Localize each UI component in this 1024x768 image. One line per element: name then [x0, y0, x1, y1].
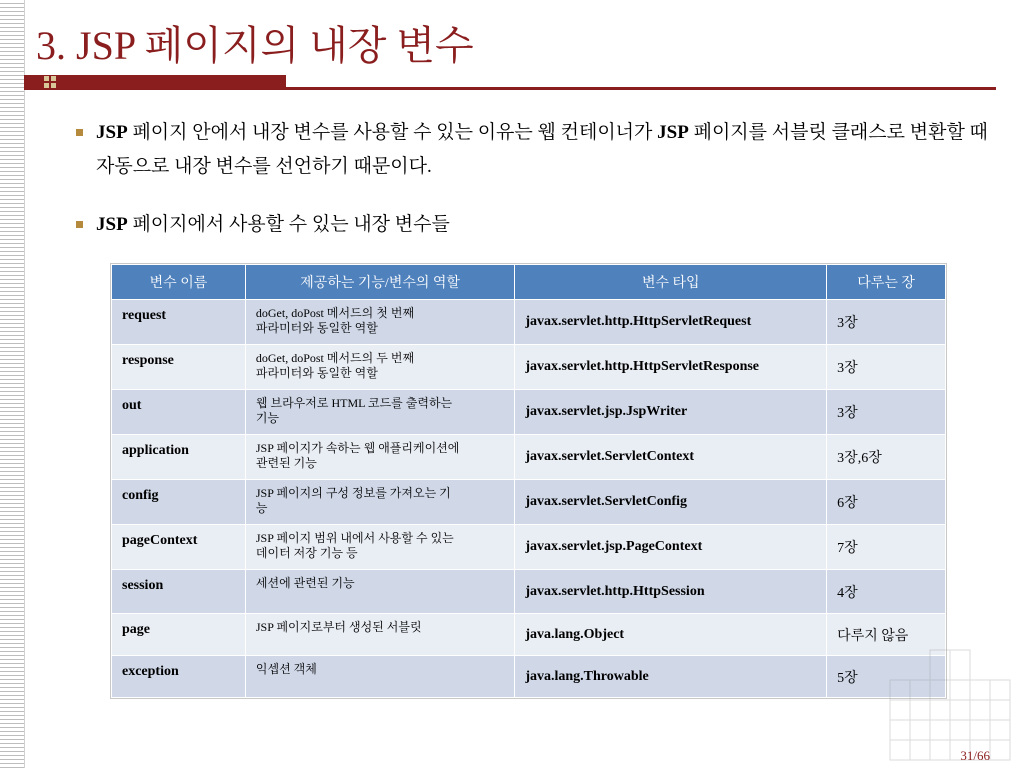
header-role: 제공하는 기능/변수의 역할 [245, 265, 514, 300]
role-line: 세션에 관련된 기능 [255, 576, 355, 590]
cell-role [245, 390, 514, 435]
role-line: 데이터 저장 기능 등 [255, 546, 358, 560]
cell-variable-name: application [112, 435, 246, 480]
title-decoration-icon [44, 76, 56, 88]
bullet-text-run: 페이지 안에서 내장 변수를 사용할 수 있는 이유는 웹 컨테이너가 [127, 122, 658, 143]
cell-type: javax.servlet.jsp.PageContext [515, 525, 827, 570]
table-row [112, 435, 946, 480]
header-chapter: 다루는 장 [827, 265, 946, 300]
cell-type: javax.servlet.ServletConfig [515, 480, 827, 525]
role-line: 관련된 기능 [255, 456, 317, 470]
table-row [112, 390, 946, 435]
bullet-text-run: 페이지를 서블릿 클래스로 변환할 때 자동으로 내장 변수를 선언하기 때문이다. [96, 122, 988, 177]
cell-variable-name: request [112, 300, 246, 345]
cell-type: java.lang.Throwable [515, 656, 827, 698]
table-row [112, 570, 946, 614]
title-rule-thick [24, 75, 286, 90]
table-row [112, 345, 946, 390]
bullet-bold-run: JSP [96, 122, 128, 143]
cell-role [245, 345, 514, 390]
cell-chapter: 3장 [827, 300, 946, 345]
cell-role [245, 435, 514, 480]
role-line: 웹 브라우저로 HTML 코드를 출력하는 [255, 396, 453, 410]
role-line: 파라미터와 동일한 역할 [255, 321, 378, 335]
cell-chapter: 3장 [827, 390, 946, 435]
cell-role [245, 525, 514, 570]
cell-chapter: 다루지 않음 [827, 614, 946, 656]
cell-role [245, 480, 514, 525]
role-line: 익셉션 객체 [255, 662, 317, 676]
cell-type: javax.servlet.http.HttpServletResponse [515, 345, 827, 390]
bullet-item-1 [78, 116, 988, 184]
bullet-bold-run: JSP [96, 214, 128, 235]
bullet-text [96, 208, 988, 242]
bullet-item-2 [78, 208, 988, 242]
left-checker-border [0, 0, 25, 768]
role-line: 기능 [255, 411, 280, 425]
role-line: JSP 페이지로부터 생성된 서블릿 [255, 620, 422, 634]
header-type: 변수 타입 [515, 265, 827, 300]
role-line: doGet, doPost 메서드의 두 번째 [255, 351, 415, 365]
cell-chapter: 4장 [827, 570, 946, 614]
table-header-row [112, 265, 946, 300]
cell-chapter: 3장 [827, 345, 946, 390]
cell-variable-name: config [112, 480, 246, 525]
page-number: 31/66 [960, 748, 990, 763]
table-row [112, 480, 946, 525]
role-line: 파라미터와 동일한 역할 [255, 366, 378, 380]
cell-type: javax.servlet.ServletContext [515, 435, 827, 480]
cell-role [245, 614, 514, 656]
role-line: JSP 페이지의 구성 정보를 가져오는 기 [255, 486, 451, 500]
cell-variable-name: page [112, 614, 246, 656]
building-watermark [880, 640, 1024, 768]
bullet-text [96, 116, 988, 184]
cell-type: javax.servlet.http.HttpSession [515, 570, 827, 614]
bullet-marker-icon [76, 221, 83, 228]
table-row [112, 614, 946, 656]
bullet-text-run: 페이지에서 사용할 수 있는 내장 변수들 [127, 214, 450, 235]
bullet-marker-icon [76, 129, 83, 136]
cell-role [245, 570, 514, 614]
title-rule-thin [286, 87, 996, 90]
table-row [112, 300, 946, 345]
table-row [112, 525, 946, 570]
cell-variable-name: response [112, 345, 246, 390]
cell-chapter: 5장 [827, 656, 946, 698]
role-line: doGet, doPost 메서드의 첫 번째 [255, 306, 415, 320]
role-line: JSP 페이지가 속하는 웹 애플리케이션에 [255, 441, 460, 455]
role-line: JSP 페이지 범위 내에서 사용할 수 있는 [255, 531, 454, 545]
role-line: 능 [255, 501, 268, 515]
header-variable-name: 변수 이름 [112, 265, 246, 300]
table-row [112, 656, 946, 698]
cell-type: javax.servlet.http.HttpServletRequest [515, 300, 827, 345]
cell-variable-name: exception [112, 656, 246, 698]
slide-title: 3. JSP 페이지의 내장 변수 [36, 23, 474, 68]
cell-role [245, 656, 514, 698]
cell-role [245, 300, 514, 345]
cell-chapter: 3장,6장 [827, 435, 946, 480]
cell-variable-name: out [112, 390, 246, 435]
cell-variable-name: pageContext [112, 525, 246, 570]
cell-chapter: 7장 [827, 525, 946, 570]
cell-type: java.lang.Object [515, 614, 827, 656]
cell-type: javax.servlet.jsp.JspWriter [515, 390, 827, 435]
cell-chapter: 6장 [827, 480, 946, 525]
bullet-bold-run: JSP [657, 122, 689, 143]
builtin-variables-table [111, 264, 946, 698]
cell-variable-name: session [112, 570, 246, 614]
